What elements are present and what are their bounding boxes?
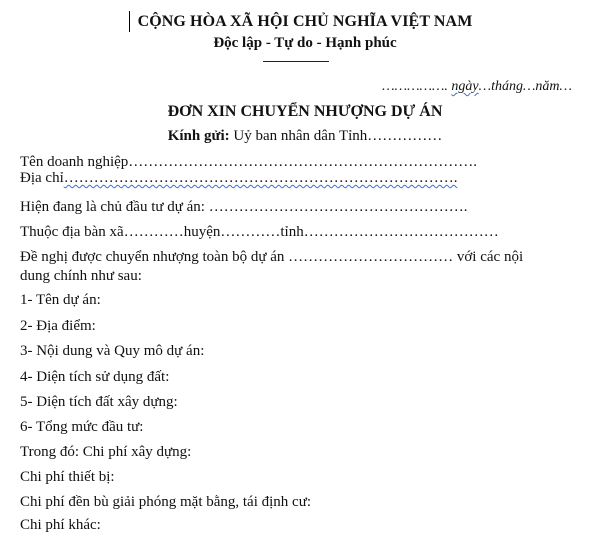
national-motto: Độc lập - Tự do - Hạnh phúc (213, 35, 397, 51)
item-content-scale: 3- Nội dung và Quy mô dự án: (20, 343, 205, 359)
item-project-name: 1- Tên dự án: (20, 292, 101, 308)
greeting-recipient: Uỷ ban nhân dân Tỉnh…………… (229, 128, 443, 144)
item-total-investment: 6- Tổng mức đầu tư: (20, 419, 144, 435)
greeting-label: Kính gửi: (167, 128, 230, 144)
document-title: ĐƠN XIN CHUYỂN NHƯỢNG DỰ ÁN (167, 103, 443, 120)
national-title: CỘNG HÒA XÃ HỘI CHỦ NGHĨA VIỆT NAM (137, 13, 473, 30)
location-field: Thuộc địa bàn xã…………huyện…………tỉnh………………………………… (20, 224, 499, 240)
greeting-line (0, 128, 610, 145)
date-month-year: …tháng…năm… (478, 79, 572, 94)
date-place-dots: ……………. (382, 79, 448, 94)
request-line-2: dung chính như sau: (20, 268, 142, 284)
request-line-1: Đề nghị được chuyển nhượng toàn bộ dự án …………………………… với các nội (20, 249, 524, 265)
cost-construction: Trong đó: Chi phí xây dựng: (20, 444, 192, 460)
cost-equipment: Chi phí thiết bị: (20, 469, 115, 485)
header-divider (263, 61, 329, 62)
address-dots: ……………………………………………………………………. (63, 170, 458, 186)
address-field (20, 170, 457, 187)
owner-field: Hiện đang là chủ đầu tư dự án: ……………………………………………. (20, 199, 468, 215)
date-line (382, 79, 572, 95)
address-label: Địa chỉ (20, 170, 64, 186)
cost-other: Chi phí khác: (20, 517, 101, 533)
date-day-label: ngày (451, 79, 479, 94)
item-land-use-area: 4- Diện tích sử dụng đất: (20, 369, 170, 385)
company-name-field: Tên doanh nghiệp……………………………………………………………. (20, 154, 478, 170)
item-location: 2- Địa điểm: (20, 318, 96, 334)
item-construction-area: 5- Diện tích đất xây dựng: (20, 394, 178, 410)
cost-compensation: Chi phí đền bù giải phóng mặt bằng, tái định cư: (20, 494, 312, 510)
